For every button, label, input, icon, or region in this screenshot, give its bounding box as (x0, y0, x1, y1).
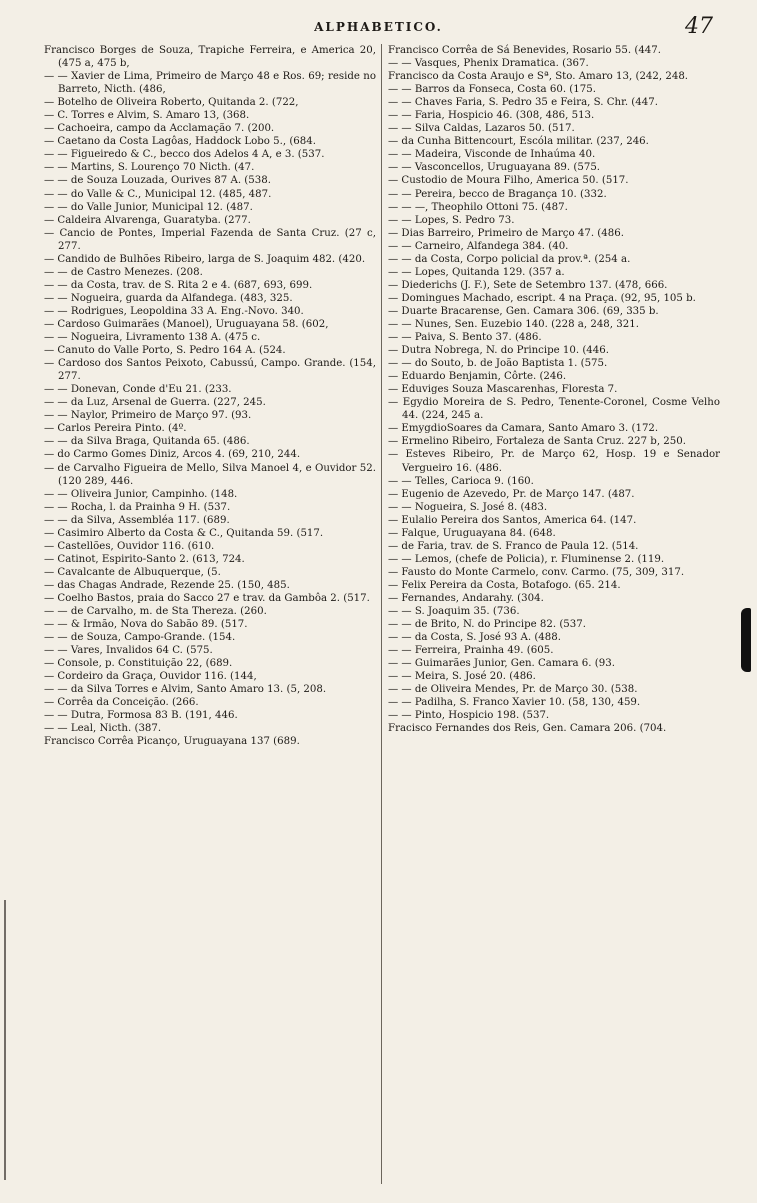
two-column-body (44, 44, 724, 1184)
directory-entry-left: — do Carmo Gomes Diniz, Arcos 4. (69, 210, 244. (44, 449, 301, 461)
directory-entry-right: — — do Souto, b. de João Baptista 1. (575. (388, 358, 608, 370)
directory-entry-right: — — —, Theophilo Ottoni 75. (487. (388, 201, 568, 213)
directory-entry-left: — — da Silva Braga, Quitanda 65. (486. (44, 436, 250, 448)
directory-entry-left: — Botelho de Oliveira Roberto, Quitanda 2. (722, (44, 97, 299, 109)
directory-entry-left: — — Dutra, Formosa 83 B. (191, 446. (44, 710, 238, 722)
directory-entry-left: — — da Silva Torres e Alvim, Santo Amaro 13. (5, 208. (44, 684, 327, 696)
directory-entry-left: Francisco Borges de Souza, Trapiche Ferreira, e America 20, (475 a, 475 b, (44, 45, 376, 70)
directory-entry-right: — Domingues Machado, escript. 4 na Praça. (92, 95, 105 b. (388, 292, 696, 304)
directory-entry-left: — Cavalcante de Albuquerque, (5. (44, 566, 221, 578)
directory-entry-left: — — de Souza Louzada, Ourives 87 A. (538. (44, 175, 271, 187)
directory-entry-right: — Falque, Uruguayana 84. (648. (388, 527, 556, 539)
directory-entry-right: — — da Costa, Corpo policial da prov.ª. (254 a. (388, 253, 631, 265)
directory-entry-left: — Cachoeira, campo da Acclamação 7. (200. (44, 123, 275, 135)
directory-entry-left: — Carlos Pereira Pinto. (4º. (44, 423, 187, 435)
directory-entry-left: — Coelho Bastos, praia do Sacco 27 e trav. da Gambôa 2. (517. (44, 592, 370, 604)
directory-entry-left: — Cardoso dos Santos Peixoto, Cabussú, Campo. Grande. (154, 277. (44, 358, 376, 383)
directory-entry-right: — — Faria, Hospicio 46. (308, 486, 513. (388, 110, 595, 122)
directory-entry-right: — — Nunes, Sen. Euzebio 140. (228 a, 248, 321. (388, 318, 639, 330)
directory-entry-left: — Cardoso Guimarães (Manoel), Uruguayana 58. (602, (44, 318, 329, 330)
directory-entry-left: — Candido de Bulhões Ribeiro, larga de S. Joaquim 482. (420. (44, 253, 366, 265)
directory-entry-right: — Dutra Nobrega, N. do Principe 10. (446. (388, 345, 609, 357)
directory-entry-left: — — Oliveira Junior, Campinho. (148. (44, 488, 238, 500)
directory-entry-right: — de Faria, trav. de S. Franco de Paula 12. (514. (388, 540, 639, 552)
directory-entry-right: — Custodio de Moura Filho, America 50. (517. (388, 175, 629, 187)
directory-entry-right: — da Cunha Bittencourt, Escóla militar. (237, 246. (388, 136, 649, 148)
page-header (40, 14, 717, 42)
left-column (44, 44, 376, 1184)
directory-entry-left: — Catinot, Espirito-Santo 2. (613, 724. (44, 553, 245, 565)
directory-entry-right: Fracisco Fernandes dos Reis, Gen. Camara 206. (704. (388, 723, 667, 735)
binding-shadow (4, 900, 6, 1180)
directory-entry-right: — Duarte Bracarense, Gen. Camara 306. (69, 335 b. (388, 305, 659, 317)
directory-entry-right: — — S. Joaquim 35. (736. (388, 606, 520, 618)
directory-entry-left: — — de Carvalho, m. de Sta Thereza. (260. (44, 606, 267, 618)
directory-entry-right: — — Lopes, Quitanda 129. (357 a. (388, 266, 565, 278)
directory-entry-right: — Eduviges Souza Mascarenhas, Floresta 7. (388, 384, 618, 396)
directory-entry-right: — — Paiva, S. Bento 37. (486. (388, 332, 542, 344)
directory-entry-right: — — Barros da Fonseca, Costa 60. (175. (388, 84, 596, 96)
directory-entry-left: — — Vares, Invalidos 64 C. (575. (44, 645, 213, 657)
directory-entry-right: — — Nogueira, S. José 8. (483. (388, 501, 548, 513)
page-number: 47 (685, 14, 713, 39)
directory-entry-left: — — da Luz, Arsenal de Guerra. (227, 245. (44, 397, 266, 409)
directory-entry-left: — Canuto do Valle Porto, S. Pedro 164 A. (524. (44, 345, 286, 357)
directory-entry-left: — Caldeira Alvarenga, Guaratyba. (277. (44, 214, 251, 226)
directory-entry-right: — — Vasques, Phenix Dramatica. (367. (388, 58, 589, 70)
directory-entry-left: — Corrêa da Conceição. (266. (44, 697, 199, 709)
directory-entry-right: — Fausto do Monte Carmelo, conv. Carmo. (75, 309, 317. (388, 566, 685, 578)
directory-entry-left: — — da Silva, Assembléa 117. (689. (44, 514, 230, 526)
directory-entry-right: — Eduardo Benjamin, Côrte. (246. (388, 371, 567, 383)
directory-entry-right: — — Pinto, Hospicio 198. (537. (388, 710, 550, 722)
directory-entry-left: — Cordeiro da Graça, Ouvidor 116. (144, (44, 671, 257, 683)
directory-entry-left: — — Martins, S. Lourenço 70 Nicth. (47. (44, 162, 255, 174)
directory-entry-left: — de Carvalho Figueira de Mello, Silva Manoel 4, e Ouvidor 52. (120 289, 446. (44, 462, 376, 487)
directory-entry-right: — Egydio Moreira de S. Pedro, Tenente-Coronel, Cosme Velho 44. (224, 245 a. (388, 397, 720, 422)
directory-entry-right: — — Carneiro, Alfandega 384. (40. (388, 240, 569, 252)
directory-entry-right: — Dias Barreiro, Primeiro de Março 47. (486. (388, 227, 624, 239)
directory-entry-left: — Cancio de Pontes, Imperial Fazenda de Santa Cruz. (27 c, 277. (44, 227, 376, 252)
directory-entry-right: — — Vasconcellos, Uruguayana 89. (575. (388, 162, 601, 174)
right-column (388, 44, 720, 1184)
directory-entry-right: — — de Oliveira Mendes, Pr. de Março 30. (538. (388, 684, 638, 696)
directory-entry-left: — — Xavier de Lima, Primeiro de Março 48 e Ros. 69; reside no Barreto, Nicth. (486, (44, 71, 376, 96)
directory-entry-right: — — Ferreira, Prainha 49. (605. (388, 645, 554, 657)
directory-entry-left: Francisco Corrêa Picanço, Uruguayana 137 (689. (44, 736, 300, 748)
directory-entry-right: — — Chaves Faria, S. Pedro 35 e Feira, S. Chr. (447. (388, 97, 658, 109)
directory-entry-right: — EmygdioSoares da Camara, Santo Amaro 3. (172. (388, 423, 659, 435)
directory-entry-right: — — Padilha, S. Franco Xavier 10. (58, 130, 459. (388, 697, 641, 709)
directory-entry-left: — — do Valle Junior, Municipal 12. (487. (44, 201, 253, 213)
directory-entry-left: — — do Valle & C., Municipal 12. (485, 487. (44, 188, 272, 200)
directory-entry-right: — — Pereira, becco de Bragança 10. (332. (388, 188, 607, 200)
directory-entry-left: — — Naylor, Primeiro de Março 97. (93. (44, 410, 252, 422)
directory-entry-right: — Felix Pereira da Costa, Botafogo. (65. 214. (388, 579, 621, 591)
directory-entry-left: — — de Souza, Campo-Grande. (154. (44, 632, 236, 644)
directory-entry-left: — — & Irmão, Nova do Sabão 89. (517. (44, 619, 248, 631)
directory-entry-left: — — Rocha, l. da Prainha 9 H. (537. (44, 501, 231, 513)
directory-entry-right: — — Lopes, S. Pedro 73. (388, 214, 515, 226)
column-divider (381, 44, 382, 1184)
directory-entry-left: — — Rodrigues, Leopoldina 33 A. Eng.-Novo. 340. (44, 305, 304, 317)
directory-entry-left: — — Figueiredo & C., becco dos Adelos 4 A, e 3. (537. (44, 149, 325, 161)
directory-entry-left: — C. Torres e Alvim, S. Amaro 13, (368. (44, 110, 250, 122)
directory-entry-left: — — Donevan, Conde d'Eu 21. (233. (44, 384, 232, 396)
directory-entry-right: — — Lemos, (chefe de Policia), r. Fluminense 2. (119. (388, 553, 665, 565)
directory-entry-right: Francisco da Costa Araujo e Sª, Sto. Amaro 13, (242, 248. (388, 71, 689, 83)
directory-entry-right: — — Telles, Carioca 9. (160. (388, 475, 534, 487)
directory-entry-left: — Casimiro Alberto da Costa & C., Quitanda 59. (517. (44, 527, 324, 539)
directory-entry-right: — Eugenio de Azevedo, Pr. de Março 147. (487. (388, 488, 635, 500)
running-title: ALPHABETICO. (314, 20, 443, 34)
directory-entry-right: — — da Costa, S. José 93 A. (488. (388, 632, 561, 644)
directory-entry-right: — — Silva Caldas, Lazaros 50. (517. (388, 123, 575, 135)
directory-entry-right: Francisco Corrêa de Sá Benevides, Rosario 55. (447. (388, 45, 662, 56)
directory-entry-left: — — Leal, Nicth. (387. (44, 723, 162, 735)
directory-entry-right: — — Madeira, Visconde de Inhaúma 40. (388, 149, 596, 161)
directory-entry-left: — Console, p. Constituição 22, (689. (44, 658, 233, 670)
directory-entry-right: — — Guimarães Junior, Gen. Camara 6. (93. (388, 658, 615, 670)
directory-entry-right: — Ermelino Ribeiro, Fortaleza de Santa Cruz. 227 b, 250. (388, 436, 686, 448)
directory-entry-left: — — da Costa, trav. de S. Rita 2 e 4. (687, 693, 699. (44, 279, 313, 291)
directory-entry-left: — Caetano da Costa Lagôas, Haddock Lobo 5., (684. (44, 136, 316, 148)
directory-entry-right: — — de Brito, N. do Principe 82. (537. (388, 619, 586, 631)
directory-entry-left: — — de Castro Menezes. (208. (44, 266, 203, 278)
directory-entry-right: — Esteves Ribeiro, Pr. de Março 62, Hosp. 19 e Senador Vergueiro 16. (486. (388, 449, 720, 474)
directory-entry-left: — Castellões, Ouvidor 116. (610. (44, 540, 215, 552)
directory-entry-right: — Diederichs (J. F.), Sete de Setembro 137. (478, 666. (388, 279, 668, 291)
directory-entry-left: — das Chagas Andrade, Rezende 25. (150, 485. (44, 579, 290, 591)
directory-entry-right: — Eulalio Pereira dos Santos, America 64. (147. (388, 514, 637, 526)
directory-entry-left: — — Nogueira, Livramento 138 A. (475 c. (44, 332, 261, 344)
directory-entry-right: — Fernandes, Andarahy. (304. (388, 592, 544, 604)
directory-entry-left: — — Nogueira, guarda da Alfandega. (483, 325. (44, 292, 293, 304)
directory-entry-right: — — Meira, S. José 20. (486. (388, 671, 536, 683)
page-edge-blot (741, 608, 751, 672)
